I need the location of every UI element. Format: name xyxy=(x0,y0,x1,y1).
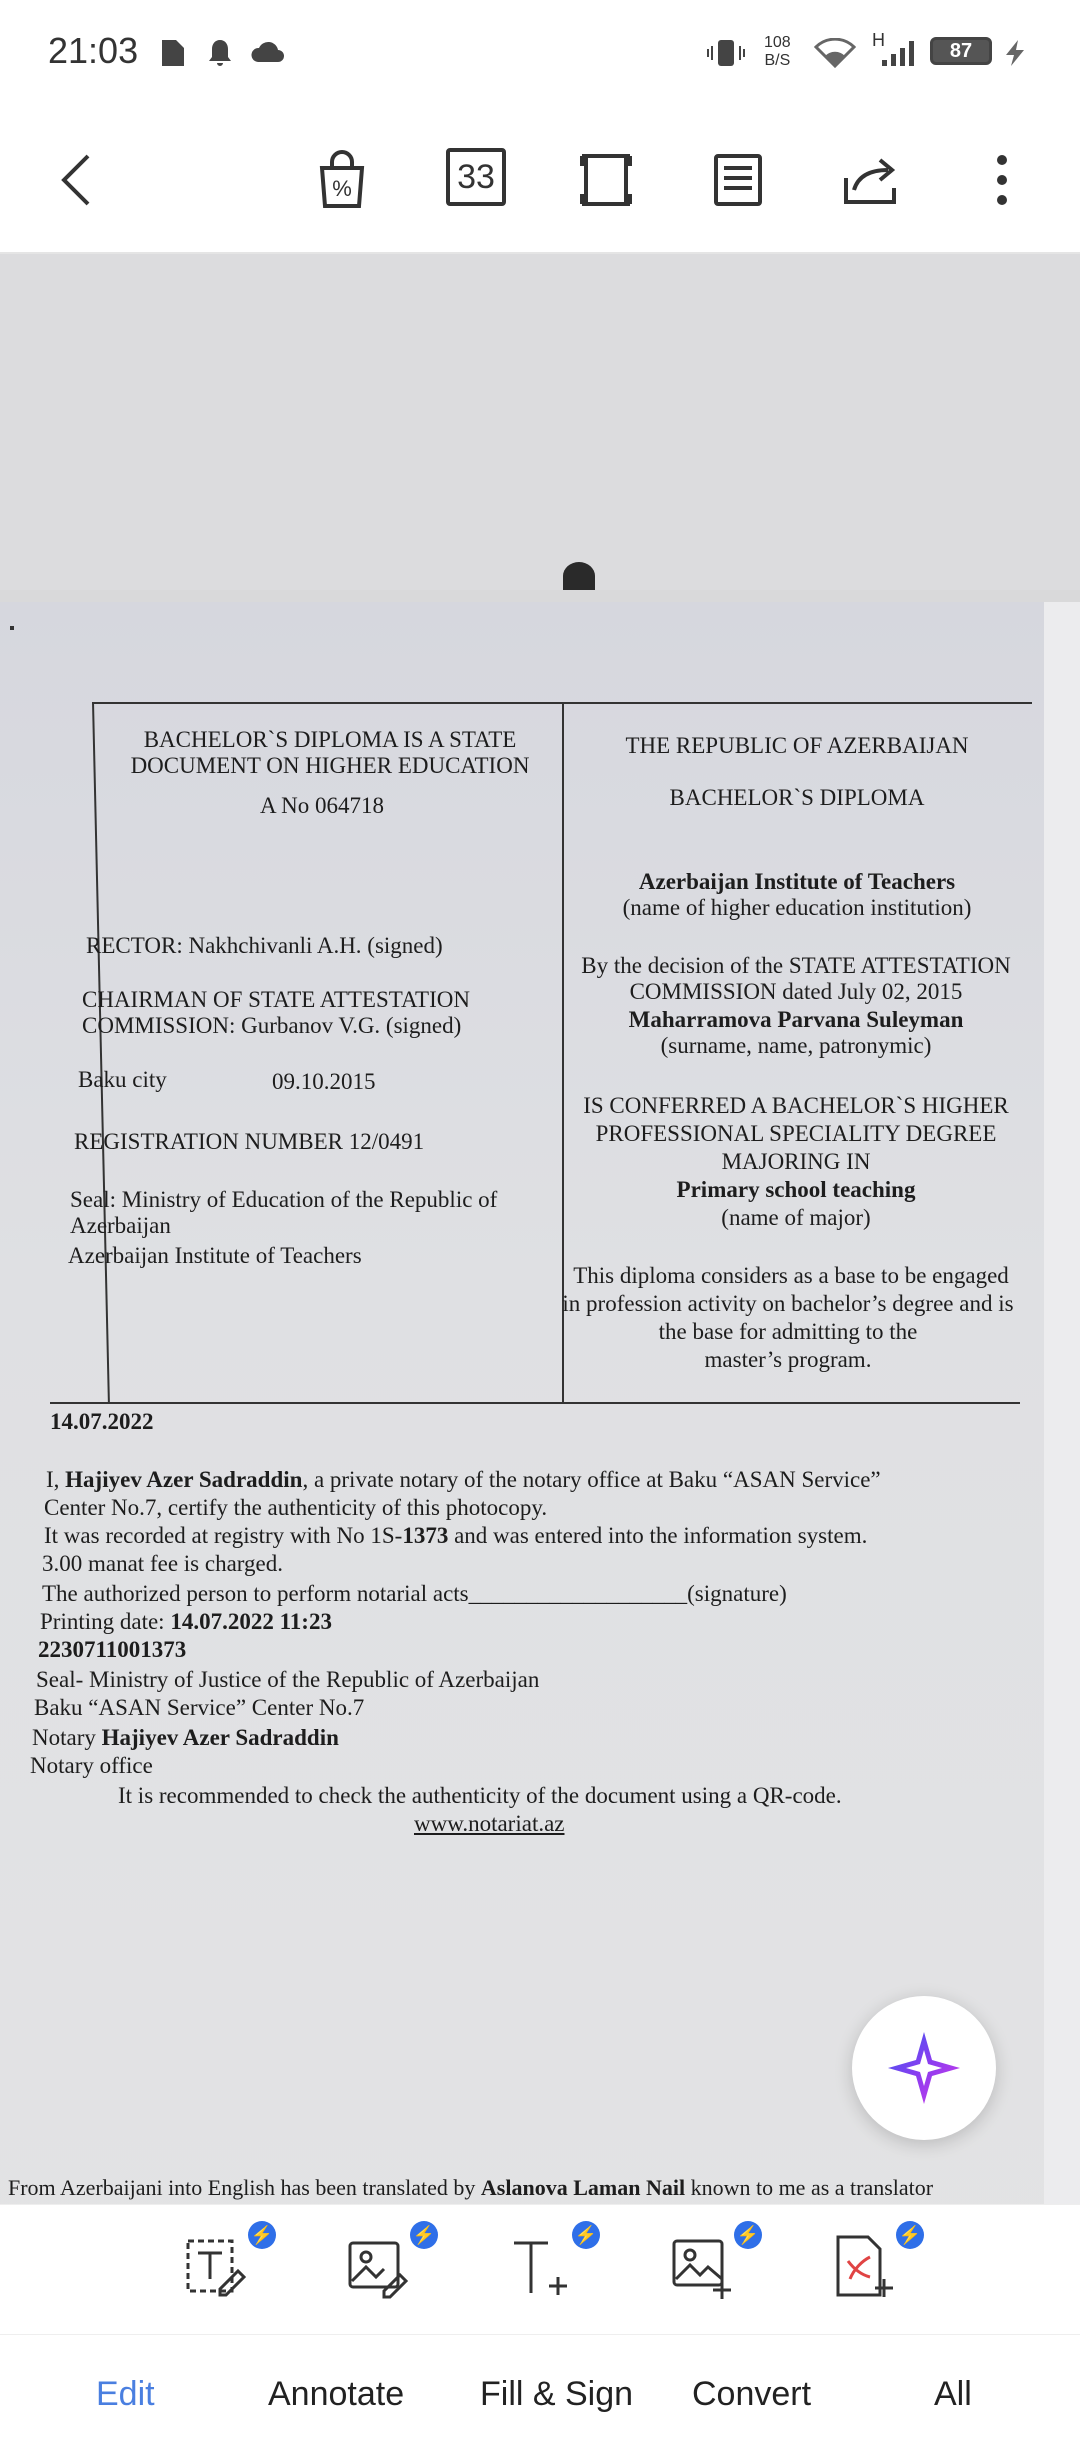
pdf-viewer[interactable] xyxy=(0,254,1080,2204)
cloud-icon xyxy=(250,38,286,68)
add-pdf-page-icon xyxy=(828,2231,900,2303)
page-count-button[interactable]: 33 xyxy=(446,148,506,206)
decision-line-1: By the decision of the STATE ATTESTATION xyxy=(581,953,1011,978)
status-bar xyxy=(0,0,1080,110)
seal-line-3: Azerbaijan Institute of Teachers xyxy=(68,1243,362,1268)
seal-line-1: Seal: Ministry of Education of the Republic of xyxy=(70,1187,498,1212)
reading-mode-button[interactable] xyxy=(700,142,776,218)
tab-edit[interactable]: Edit xyxy=(96,2375,155,2413)
left-heading-1: BACHELOR`S DIPLOMA IS A STATE xyxy=(143,727,517,752)
edit-image-tool[interactable] xyxy=(342,2224,436,2311)
tab-convert[interactable]: Convert xyxy=(692,2375,812,2413)
notary-date: 14.07.2022 xyxy=(50,1409,154,1434)
base-line-4: master’s program. xyxy=(704,1347,872,1372)
reading-mode-icon xyxy=(706,148,770,212)
tab-fill-sign[interactable]: Fill & Sign xyxy=(480,2375,634,2413)
issue-date: 09.10.2015 xyxy=(272,1069,376,1094)
more-options-button[interactable] xyxy=(964,142,1040,218)
premium-badge-icon: ⚡ xyxy=(734,2221,762,2249)
shopping-bag-percent-icon xyxy=(310,148,374,212)
discount-bag-button[interactable] xyxy=(304,142,380,218)
base-line-3: the base for admitting to the xyxy=(658,1319,918,1344)
notary-line-2: Center No.7, certify the authenticity of this photocopy. xyxy=(44,1495,548,1520)
fullscreen-button[interactable] xyxy=(568,142,644,218)
ai-assistant-button[interactable] xyxy=(852,1996,996,2140)
share-icon xyxy=(838,148,902,212)
baku-center: Baku “ASAN Service” Center No.7 xyxy=(34,1695,365,1720)
base-line-1: This diploma considers as a base to be engaged xyxy=(573,1263,1009,1288)
registration-number: REGISTRATION NUMBER 12/0491 xyxy=(74,1129,425,1154)
edit-tools-bar xyxy=(0,2204,1080,2335)
premium-badge-icon: ⚡ xyxy=(248,2221,276,2249)
printing-date: Printing date: 14.07.2022 11:23 xyxy=(40,1609,332,1634)
notary-line-1: I, Hajiyev Azer Sadraddin, a private notary of the notary office at Baku “ASAN Service” xyxy=(46,1467,881,1492)
conferred-line-1: IS CONFERRED A BACHELOR`S HIGHER xyxy=(583,1093,1009,1118)
base-line-2: in profession activity on bachelor’s degree and is xyxy=(562,1291,1014,1316)
bottom-tab-bar xyxy=(0,2334,1080,2461)
document-notification-icon xyxy=(160,38,186,68)
notary-authorized-person: The authorized person to perform notarial acts___________________(signature) xyxy=(42,1581,787,1606)
add-image-icon xyxy=(666,2231,738,2303)
qr-note: It is recommended to check the authenticity of the document using a QR-code. xyxy=(118,1783,842,1808)
graduate-name: Maharramova Parvana Suleyman xyxy=(628,1007,964,1032)
premium-badge-icon: ⚡ xyxy=(896,2221,924,2249)
decision-line-2: COMMISSION dated July 02, 2015 xyxy=(629,979,963,1004)
conferred-line-3: MAJORING IN xyxy=(721,1149,871,1174)
notary-fee: 3.00 manat fee is charged. xyxy=(42,1551,283,1576)
major-note: (name of major) xyxy=(721,1205,871,1230)
notary-line-3: It was recorded at registry with No 1S-1373 and was entered into the information system. xyxy=(44,1523,868,1548)
edit-text-icon xyxy=(180,2231,252,2303)
notary-office: Notary office xyxy=(30,1753,153,1778)
conferred-line-2: PROFESSIONAL SPECIALITY DEGREE xyxy=(595,1121,997,1146)
page-edge-marker xyxy=(563,562,595,590)
svg-text:%: % xyxy=(332,176,352,201)
translation-note: From Azerbaijani into English has been translated by Aslanova Laman Nail known to me as a translator xyxy=(8,2175,934,2200)
battery-indicator: 87 xyxy=(930,37,992,65)
add-text-icon xyxy=(504,2231,576,2303)
left-heading-2: DOCUMENT ON HIGHER EDUCATION xyxy=(130,753,530,778)
rector-line: RECTOR: Nakhchivanli A.H. (signed) xyxy=(86,933,443,958)
clock: 21:03 xyxy=(48,30,139,71)
notary-website-link[interactable]: www.notariat.az xyxy=(414,1811,565,1836)
more-vertical-icon xyxy=(970,148,1034,212)
seal-justice: Seal- Ministry of Justice of the Republic of Azerbaijan xyxy=(36,1667,540,1692)
notary-signature-name: Notary Hajiyev Azer Sadraddin xyxy=(32,1725,339,1750)
network-type: H xyxy=(872,30,885,50)
fullscreen-icon xyxy=(574,148,638,212)
sparkle-icon xyxy=(884,2028,964,2108)
add-image-tool[interactable] xyxy=(666,2224,760,2311)
seal-line-2: Azerbaijan xyxy=(70,1213,171,1238)
institution-note: (name of higher education institution) xyxy=(622,895,972,920)
add-page-tool[interactable] xyxy=(828,2224,922,2311)
premium-badge-icon: ⚡ xyxy=(410,2221,438,2249)
major: Primary school teaching xyxy=(676,1177,916,1202)
graduate-name-note: (surname, name, patronymic) xyxy=(660,1033,932,1058)
chairman-line-1: CHAIRMAN OF STATE ATTESTATION xyxy=(82,987,470,1012)
bell-icon xyxy=(206,38,234,68)
back-arrow-icon xyxy=(46,148,110,212)
city: Baku city xyxy=(78,1067,167,1092)
charging-icon xyxy=(1000,38,1030,68)
add-text-tool[interactable] xyxy=(504,2224,598,2311)
wifi-icon xyxy=(814,38,856,68)
tab-annotate[interactable]: Annotate xyxy=(268,2375,405,2413)
tab-all[interactable]: All xyxy=(934,2375,972,2413)
document-page xyxy=(0,602,1044,2204)
right-title: BACHELOR`S DIPLOMA xyxy=(669,785,925,810)
net-speed: 108 B/S xyxy=(764,34,791,69)
share-button[interactable] xyxy=(832,142,908,218)
edit-image-icon xyxy=(342,2231,414,2303)
previous-page xyxy=(0,254,1080,590)
premium-badge-icon: ⚡ xyxy=(572,2221,600,2249)
edit-text-tool[interactable] xyxy=(180,2224,274,2311)
chairman-line-2: COMMISSION: Gurbanov V.G. (signed) xyxy=(82,1013,462,1038)
back-button[interactable] xyxy=(40,142,116,218)
institution: Azerbaijan Institute of Teachers xyxy=(638,869,956,894)
vibrate-icon xyxy=(706,38,746,68)
top-toolbar xyxy=(0,110,1080,254)
right-heading: THE REPUBLIC OF AZERBAIJAN xyxy=(625,733,969,758)
diploma-number: A No 064718 xyxy=(260,793,384,818)
registry-code: 2230711001373 xyxy=(38,1637,187,1662)
signal-icon xyxy=(880,38,920,68)
